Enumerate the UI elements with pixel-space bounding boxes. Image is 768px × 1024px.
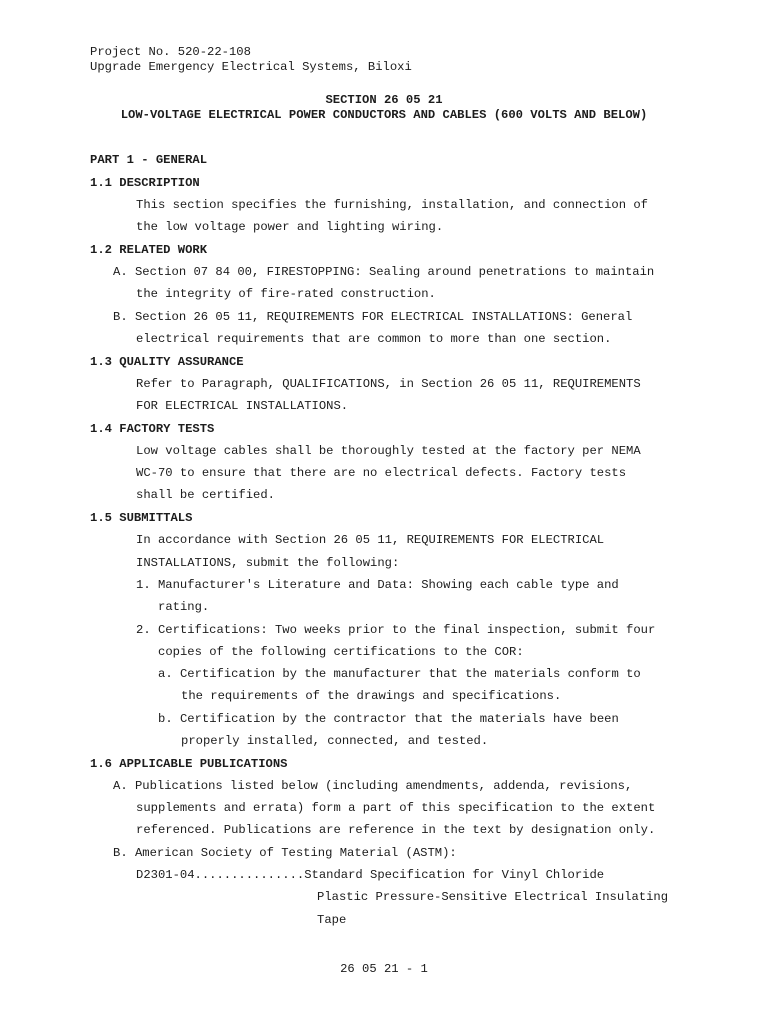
paragraph-line: the low voltage power and lighting wiring. [136,220,444,234]
paragraph-line: INSTALLATIONS, submit the following: [136,556,400,570]
paragraph-line: In accordance with Section 26 05 11, REQUIREMENTS FOR ELECTRICAL [136,533,605,547]
publication-entry-cont: Plastic Pressure-Sensitive Electrical Insulating [317,890,669,904]
sub-item-a: a. Certification by the manufacturer that the materials conform to [158,667,641,681]
publication-entry: D2301-04...............Standard Specification for Vinyl Chloride [136,868,605,882]
heading-1-3: 1.3 QUALITY ASSURANCE [90,355,244,369]
section-number: SECTION 26 05 21 [325,93,443,107]
paragraph-line: Low voltage cables shall be thoroughly tested at the factory per NEMA [136,444,641,458]
list-item-1: 1. Manufacturer's Literature and Data: Showing each cable type and [136,578,619,592]
heading-1-5: 1.5 SUBMITTALS [90,511,193,525]
project-number: Project No. 520-22-108 [90,45,251,59]
sub-item-b-cont: properly installed, connected, and tested. [181,734,489,748]
list-item-b: B. American Society of Testing Material (ASTM): [113,846,457,860]
list-item-a-cont: the integrity of fire-rated construction. [136,287,436,301]
list-item-a: A. Section 07 84 00, FIRESTOPPING: Sealing around penetrations to maintain [113,265,655,279]
list-item-a-cont: referenced. Publications are reference in the text by designation only. [136,823,656,837]
list-item-2: 2. Certifications: Two weeks prior to the final inspection, submit four [136,623,656,637]
paragraph-line: Refer to Paragraph, QUALIFICATIONS, in Section 26 05 11, REQUIREMENTS [136,377,641,391]
heading-1-4: 1.4 FACTORY TESTS [90,422,215,436]
sub-item-b: b. Certification by the contractor that the materials have been [158,712,619,726]
list-item-a-cont: supplements and errata) form a part of this specification to the extent [136,801,656,815]
list-item-2-cont: copies of the following certifications to the COR: [158,645,524,659]
project-title: Upgrade Emergency Electrical Systems, Biloxi [90,60,412,74]
heading-1-2: 1.2 RELATED WORK [90,243,208,257]
paragraph-line: shall be certified. [136,488,275,502]
paragraph-line: FOR ELECTRICAL INSTALLATIONS. [136,399,349,413]
heading-1-6: 1.6 APPLICABLE PUBLICATIONS [90,757,288,771]
list-item-a: A. Publications listed below (including amendments, addenda, revisions, [113,779,633,793]
sub-item-a-cont: the requirements of the drawings and specifications. [181,689,562,703]
publication-entry-cont: Tape [317,913,347,927]
heading-1-1: 1.1 DESCRIPTION [90,176,200,190]
paragraph-line: This section specifies the furnishing, installation, and connection of [136,198,648,212]
list-item-b: B. Section 26 05 11, REQUIREMENTS FOR ELECTRICAL INSTALLATIONS: General [113,310,633,324]
list-item-1-cont: rating. [158,600,210,614]
page-number: 26 05 21 - 1 [340,962,428,976]
list-item-b-cont: electrical requirements that are common to more than one section. [136,332,612,346]
paragraph-line: WC-70 to ensure that there are no electrical defects. Factory tests [136,466,627,480]
section-title: LOW-VOLTAGE ELECTRICAL POWER CONDUCTORS AND CABLES (600 VOLTS AND BELOW) [120,108,648,122]
part-1-heading: PART 1 - GENERAL [90,153,208,167]
